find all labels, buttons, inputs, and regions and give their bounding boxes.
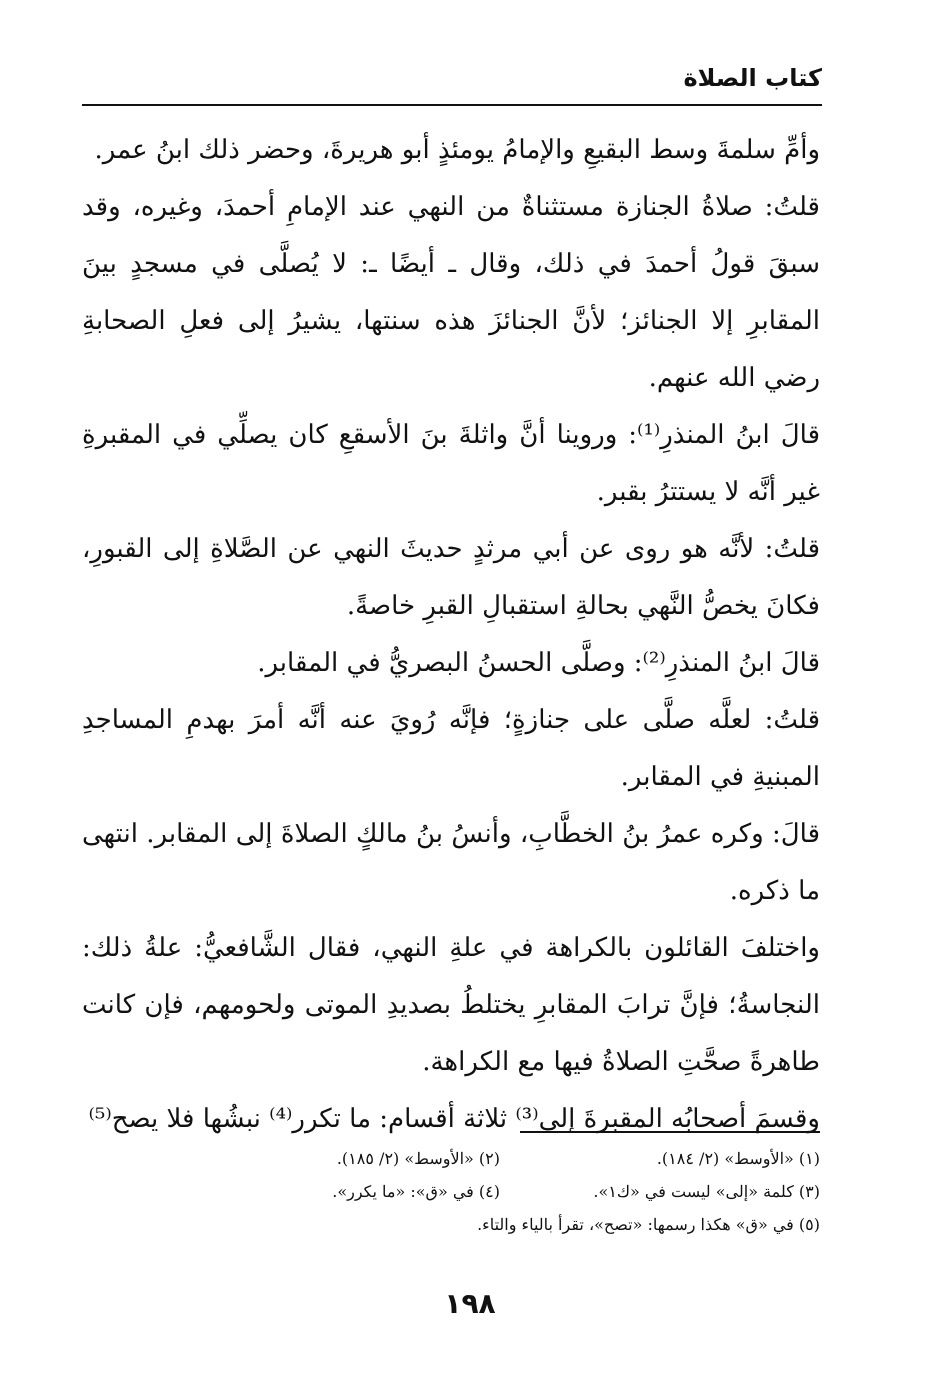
running-header <box>82 64 822 106</box>
paragraph: وأمِّ سلمةَ وسط البقيعِ والإمامُ يومئذٍ أبو هريرةَ، وحضر ذلك ابنُ عمر. <box>94 135 820 165</box>
paragraph: وقسمَ أصحابُه المقبرةَ إلى⁽³⁾ ثلاثة أقسام: ما تكرر⁽⁴⁾ نبشُها فلا يصح⁽⁵⁾ <box>88 1104 820 1134</box>
footnotes <box>180 1142 820 1241</box>
paragraph: واختلفَ القائلون بالكراهة في علةِ النهي، فقال الشَّافعيُّ: علةُ ذلك: النجاسةُ؛ فإنَّ ترابَ المقابرِ يختلطُ بصديدِ الموتى ولحومهم، فإن كانت طاهرةً صحَّتِ الصلاةُ فيها مع الكراهة. <box>82 933 820 1077</box>
paragraph: قلتُ: لعلَّه صلَّى على جنازةٍ؛ فإنَّه رُويَ عنه أنَّه أمرَ بهدمِ المساجدِ المبنيةِ في المقابر. <box>82 705 820 792</box>
paragraph: قالَ: وكره عمرُ بنُ الخطَّابِ، وأنسُ بنُ مالكٍ الصلاةَ إلى المقابر. انتهى ما ذكره. <box>82 819 820 906</box>
paragraph: قلتُ: صلاةُ الجنازة مستثناةٌ من النهي عند الإمامِ أحمدَ، وغيره، وقد سبقَ قولُ أحمدَ في ذلك، وقال ـ أيضًا ـ: لا يُصلَّى في مسجدٍ بينَ المقابرِ إلا الجنائز؛ لأنَّ الجنائزَ هذه سنتها، يشيرُ إلى فعلِ الصحابةِ رضي الله عنهم. <box>82 192 820 393</box>
footnote-3: (٣) كلمة «إلى» ليست في «ك١». <box>593 1182 820 1201</box>
header-title: كتاب الصلاة <box>683 64 822 92</box>
footnote-2: (٢) «الأوسط» (٢/ ١٨٥). <box>336 1149 500 1168</box>
footnote-divider <box>520 1131 820 1133</box>
main-text <box>82 122 820 1148</box>
page-number: ١٩٨ <box>444 1287 496 1320</box>
footnote-4: (٤) في «ق»: «ما يكرر». <box>332 1182 500 1201</box>
footnote-1: (١) «الأوسط» (٢/ ١٨٤). <box>656 1149 820 1168</box>
footnote-5: (٥) في «ق» هكذا رسمها: «تصح»، تقرأ بالياء والتاء. <box>477 1215 820 1234</box>
paragraph: قالَ ابنُ المنذرِ⁽²⁾: وصلَّى الحسنُ البصريُّ في المقابر. <box>257 648 820 678</box>
paragraph: قلتُ: لأنَّه هو روى عن أبي مرثدٍ حديثَ النهي عن الصَّلاةِ إلى القبورِ، فكانَ يخصُّ النَّهي بحالةِ استقبالِ القبرِ خاصةً. <box>82 534 820 621</box>
paragraph: قالَ ابنُ المنذرِ⁽¹⁾: وروينا أنَّ واثلةَ بنَ الأسقعِ كان يصلِّي في المقبرةِ غير أنَّه لا يستترُ بقبر. <box>82 420 820 507</box>
